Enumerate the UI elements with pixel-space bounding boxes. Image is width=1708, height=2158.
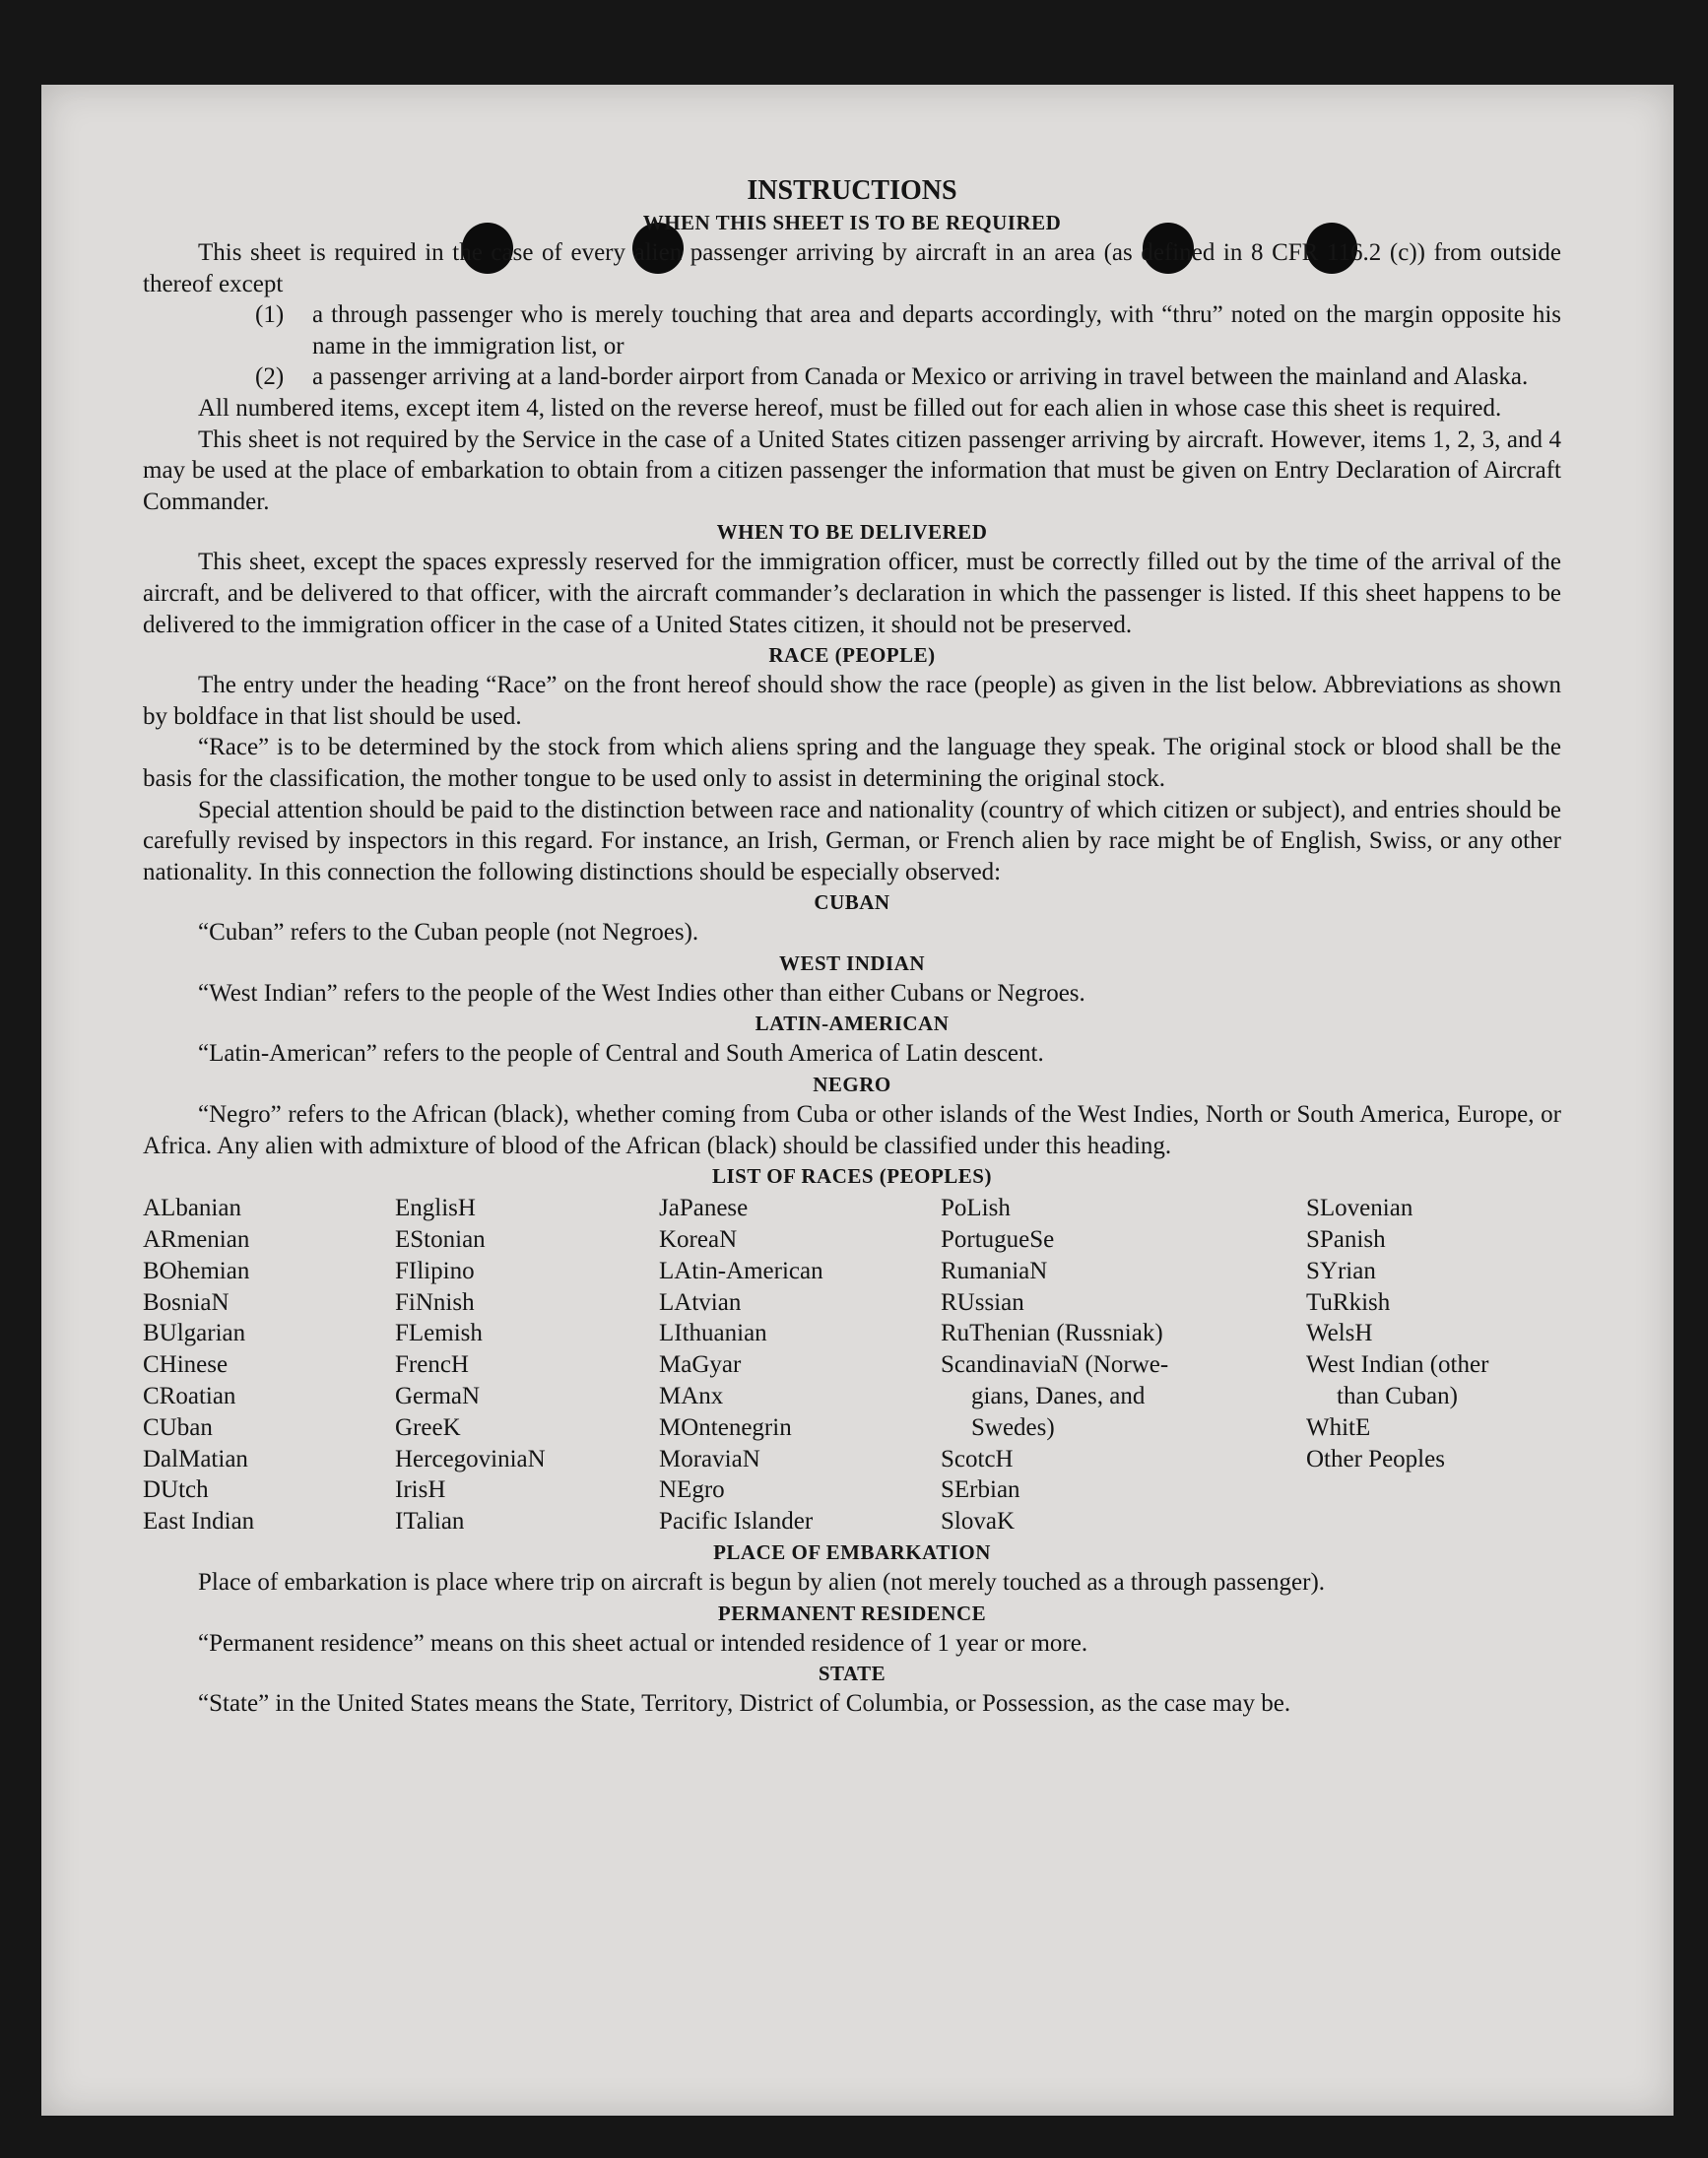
race-entry: SLovenian xyxy=(1306,1195,1413,1222)
heading-when-delivered: WHEN TO BE DELIVERED xyxy=(716,520,988,545)
race-entry: FiNnish xyxy=(395,1288,475,1316)
race-entry: GreeK xyxy=(395,1413,461,1441)
paragraph: “Negro” refers to the African (black), whether coming from Cuba or other islands of the West Indies, North or South America, Europe, or Africa. Any alien with admixture of blood of the African (black) should be classified under this heading. xyxy=(143,1101,1561,1159)
page-title: INSTRUCTIONS xyxy=(747,175,957,206)
paragraph: This sheet is required in the case of every alien passenger arriving by aircraft in an area (as defined in 8 CFR 116.2 (c)) from outside thereof except xyxy=(143,239,1561,297)
race-entry: MAnx xyxy=(659,1383,724,1410)
race-entry: MoraviaN xyxy=(659,1445,760,1472)
race-column xyxy=(659,1193,941,1537)
race-entry: DalMatian xyxy=(143,1445,248,1472)
race-entry: GermaN xyxy=(395,1383,481,1410)
heading-permanent-residence: PERMANENT RESIDENCE xyxy=(717,1601,987,1625)
race-entry: BOhemian xyxy=(143,1257,250,1284)
heading-west-indian: WEST INDIAN xyxy=(778,950,926,975)
heading-when-required: WHEN THIS SHEET IS TO BE REQUIRED xyxy=(642,211,1062,234)
paragraph: “Latin-American” refers to the people of Central and South America of Latin descent. xyxy=(198,1040,1044,1068)
item-number: (1) xyxy=(255,301,285,329)
race-entry: SlovaK xyxy=(941,1508,1015,1536)
list-item xyxy=(255,299,1561,361)
race-entry: HercegoviniaN xyxy=(395,1445,546,1472)
paragraph: “State” in the United States means the State, Territory, District of Columbia, or Possession, as the case may be. xyxy=(198,1690,1291,1718)
race-entry: ScotcH xyxy=(941,1445,1014,1472)
race-entry: CUban xyxy=(143,1413,213,1441)
race-entry: KoreaN xyxy=(659,1226,738,1254)
race-column xyxy=(143,1193,395,1537)
heading-embarkation: PLACE OF EMBARKATION xyxy=(713,1540,991,1565)
race-entry: WhitE xyxy=(1306,1413,1371,1441)
race-entry: Swedes) xyxy=(971,1413,1055,1441)
race-column xyxy=(1306,1193,1561,1537)
race-entry: EnglisH xyxy=(395,1195,476,1222)
race-entry: ARmenian xyxy=(143,1226,250,1254)
item-text: a through passenger who is merely touching that area and departs accordingly, with “thru” noted on the margin opposite his name in the immigration list, or xyxy=(312,301,1561,360)
race-column xyxy=(941,1193,1306,1537)
race-entry: ALbanian xyxy=(143,1195,241,1222)
race-list xyxy=(143,1193,1561,1537)
race-entry: PortugueSe xyxy=(941,1226,1055,1254)
race-entry: ScandinaviaN (Norwe- xyxy=(941,1351,1169,1379)
item-text: a passenger arriving at a land-border airport from Canada or Mexico or arriving in travel between the mainland and Alaska. xyxy=(312,363,1529,391)
race-entry: LIthuanian xyxy=(659,1320,767,1347)
instructions-body xyxy=(143,174,1561,1720)
race-entry: JaPanese xyxy=(659,1195,749,1222)
item-number: (2) xyxy=(255,363,285,391)
race-entry: IrisH xyxy=(395,1476,446,1504)
race-entry: FLemish xyxy=(395,1320,483,1347)
paragraph: Place of embarkation is place where trip on aircraft is begun by alien (not merely touched as a through passenger). xyxy=(198,1569,1326,1597)
race-entry: than Cuban) xyxy=(1337,1383,1458,1410)
race-entry: CHinese xyxy=(143,1351,229,1379)
race-entry: SPanish xyxy=(1306,1226,1386,1254)
paragraph: “Cuban” refers to the Cuban people (not Negroes). xyxy=(198,919,699,947)
heading-race: RACE (PEOPLE) xyxy=(768,643,936,668)
race-entry: FIlipino xyxy=(395,1257,475,1284)
race-entry: BUlgarian xyxy=(143,1320,246,1347)
race-entry: SErbian xyxy=(941,1476,1020,1504)
race-entry: TuRkish xyxy=(1306,1288,1391,1316)
heading-cuban: CUBAN xyxy=(814,890,890,915)
race-entry: gians, Danes, and xyxy=(971,1383,1146,1410)
heading-list-of-races: LIST OF RACES (PEOPLES) xyxy=(712,1164,992,1189)
race-entry: RumaniaN xyxy=(941,1257,1048,1284)
paragraph: All numbered items, except item 4, listed on the reverse hereof, must be filled out for each alien in whose case this sheet is required. xyxy=(198,394,1502,422)
race-entry: LAtvian xyxy=(659,1288,742,1316)
paragraph: “Permanent residence” means on this sheet actual or intended residence of 1 year or more. xyxy=(198,1629,1088,1657)
race-entry: WelsH xyxy=(1306,1320,1373,1347)
paragraph: Special attention should be paid to the distinction between race and nationality (country of which citizen or subject), and entries should be carefully revised by inspectors in this regard. For instance, an Irish, German, or French alien by race might be of English, Swiss, or any other nationality. In this connection the following distinctions should be especially observed: xyxy=(143,796,1561,885)
race-entry: FrencH xyxy=(395,1351,469,1379)
race-entry: MOntenegrin xyxy=(659,1413,792,1441)
heading-latin-american: LATIN-AMERICAN xyxy=(755,1012,950,1036)
race-entry: RuThenian (Russniak) xyxy=(941,1320,1163,1347)
race-entry: DUtch xyxy=(143,1476,209,1504)
race-entry: BosniaN xyxy=(143,1288,230,1316)
paragraph: “Race” is to be determined by the stock from which aliens spring and the language they speak. The original stock or blood shall be the basis for the classification, the mother tongue to be used only to assist in determining the original stock. xyxy=(143,734,1561,792)
race-entry: RUssian xyxy=(941,1288,1024,1316)
race-entry: CRoatian xyxy=(143,1383,236,1410)
paragraph: “West Indian” refers to the people of the West Indies other than either Cubans or Negroes. xyxy=(198,979,1085,1007)
race-entry: PoLish xyxy=(941,1195,1011,1222)
paragraph: The entry under the heading “Race” on the front hereof should show the race (people) as given in the list below. Abbreviations as shown by boldface in that list should be used. xyxy=(143,672,1561,730)
race-entry: EStonian xyxy=(395,1226,486,1254)
list-item xyxy=(255,361,1561,393)
race-entry: LAtin-American xyxy=(659,1257,823,1284)
race-entry: Other Peoples xyxy=(1306,1445,1445,1472)
race-column xyxy=(395,1193,659,1537)
paragraph: This sheet is not required by the Service in the case of a United States citizen passenger arriving by aircraft. However, items 1, 2, 3, and 4 may be used at the place of embarkation to obtain from a citizen passenger the information that must be given on Entry Declaration of Aircraft Commander. xyxy=(143,425,1561,515)
paragraph: This sheet, except the spaces expressly reserved for the immigration officer, must be correctly filled out by the time of the arrival of the aircraft, and be delivered to that officer, with the aircraft commander’s declaration in which the passenger is listed. If this sheet happens to be delivered to the immigration officer in the case of a United States citizen, it should not be preserved. xyxy=(143,549,1561,638)
race-entry: SYrian xyxy=(1306,1257,1376,1284)
race-entry: East Indian xyxy=(143,1508,255,1536)
race-entry: West Indian (other xyxy=(1306,1351,1489,1379)
race-entry: ITalian xyxy=(395,1508,465,1536)
race-entry: Pacific Islander xyxy=(659,1508,814,1536)
heading-negro: NEGRO xyxy=(813,1073,891,1097)
race-entry: NEgro xyxy=(659,1476,725,1504)
race-entry: MaGyar xyxy=(659,1351,742,1379)
heading-state: STATE xyxy=(818,1662,887,1686)
